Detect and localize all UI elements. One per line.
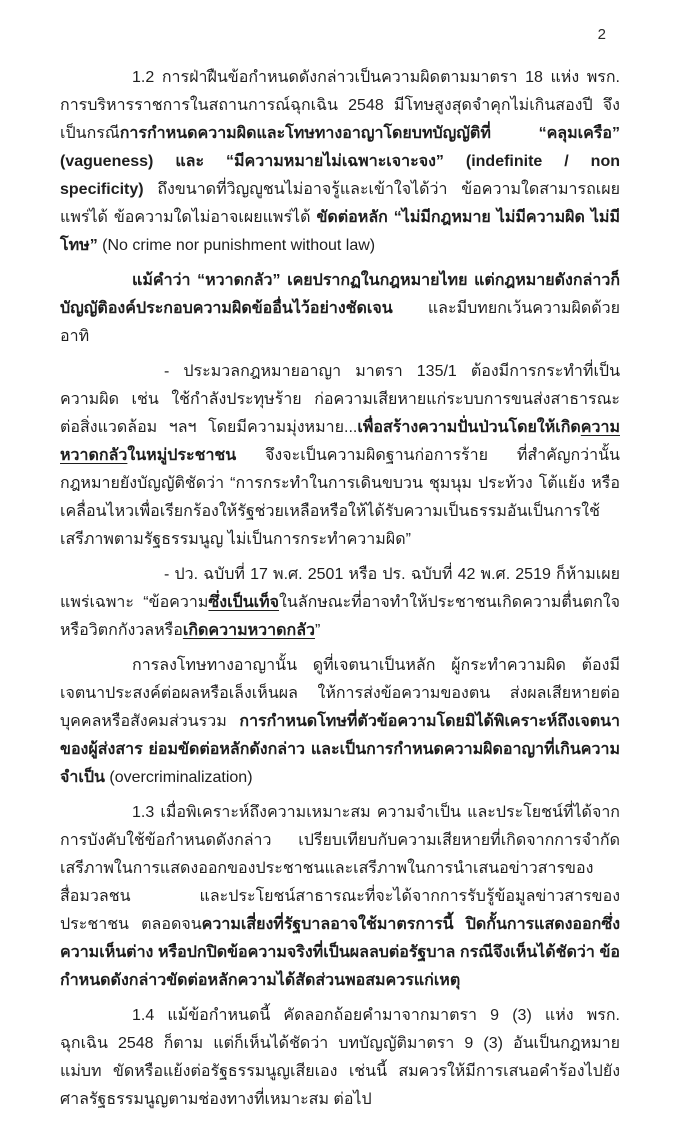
text-run: ซึ่งเป็นเท็จ bbox=[208, 594, 280, 611]
text-run: (No crime nor punishment without law) bbox=[97, 237, 376, 254]
text-run: - ประมวลกฎหมายอาญา มาตรา 135/1 ต้องมีการกระทำที่เป็นความผิด เช่น ใช้กำลังประทุษร้าย ก่อความเสียหายแก่ระบบการขนส่งสาธารณะ ต่อสิ่งแวดล้อม ฯลฯ โดยมีความมุ่งหมาย... bbox=[60, 363, 620, 436]
text-run: การกำหนดโทษที่ตัวข้อความโดยมิได้พิเคราะห์ถึงเจตนาของผู้ส่งสาร ย่อมขัดต่อหลักดังกล่าว และเป็นการกำหนดความผิดอาญาที่เกินความจำเป็น bbox=[60, 713, 620, 786]
document-body bbox=[60, 64, 620, 1121]
para-1-3 bbox=[60, 799, 620, 995]
text-run: (overcriminalization) bbox=[104, 769, 253, 786]
para-criminal-intent bbox=[60, 652, 620, 792]
text-run: การลงโทษทางอาญานั้น ดูที่เจตนาเป็นหลัก ผู้กระทำความผิด ต้องมีเจตนาประสงค์ต่อผลหรือเล็งเห็นผล ให้การส่งข้อความของตน ส่งผลเสียหายต่อบุคคลหรือสังคมส่วนรวม bbox=[60, 657, 620, 730]
text-run: จึงจะเป็นความผิดฐานก่อการร้าย ที่สำคัญกว่านั้น กฎหมายยังบัญญัติชัดว่า “การกระทำในการเดินขบวน ชุมนุม ประท้วง โต้แย้ง หรือเคลื่อนไหวเพื่อเรียกร้องให้รัฐช่วยเหลือหรือให้ได้รับความเป็นธรรมอันเป็นการใช้เสรีภาพตามรัฐธรรมนูญ ไม่เป็นการกระทำความผิด” bbox=[60, 447, 621, 548]
text-run: ความหวาดกลัว bbox=[60, 419, 620, 464]
text-run: - ปว. ฉบับที่ 17 พ.ศ. 2501 หรือ ปร. ฉบับที่ 42 พ.ศ. 2519 ก็ห้ามเผยแพร่เฉพาะ “ข้อความ bbox=[60, 566, 620, 611]
para-fear-term bbox=[60, 267, 620, 351]
text-run: 1.2 การฝ่าฝืนข้อกำหนดดังกล่าวเป็นความผิดตามมาตรา 18 แห่ง พรก. การบริหารราชการในสถานการณ์ฉุกเฉิน 2548 มีโทษสูงสุดจำคุกไม่เกินสองปี จึงเป็นกรณี bbox=[60, 69, 620, 142]
text-run: 1.4 แม้ข้อกำหนดนี้ คัดลอกถ้อยคำมาจากมาตรา 9 (3) แห่ง พรก. ฉุกเฉิน 2548 ก็ตาม แต่ก็เห็นได้ชัดว่า บทบัญญัติมาตรา 9 (3) อันเป็นกฎหมายแม่บท ขัดหรือแย้งต่อรัฐธรรมนูญเสียเอง เช่นนี้ สมควรให้มีการเสนอคำร้องไปยังศาลรัฐธรรมนูญตามช่องทางที่เหมาะสม ต่อไป bbox=[60, 1007, 620, 1108]
page-number: 2 bbox=[597, 26, 606, 43]
text-run: การกำหนดความผิดและโทษทางอาญาโดยบทบัญญัติที่ “คลุมเครือ” (vagueness) และ “มีความหมายไม่เฉพาะเจาะจง” (indefinite / non specificity) bbox=[60, 125, 620, 198]
text-run: และมีบทยกเว้นความผิดด้วย อาทิ bbox=[60, 300, 620, 345]
text-run: แม้คำว่า “หวาดกลัว” เคยปรากฏในกฎหมายไทย แต่กฎหมายดังกล่าวก็บัญญัติองค์ประกอบความผิดข้ออื่นไว้อย่างชัดเจน bbox=[60, 272, 620, 317]
text-run: ในหมู่ประชาชน bbox=[127, 447, 237, 464]
text-run: ขัดต่อหลัก “ไม่มีกฎหมาย ไม่มีความผิด ไม่มีโทษ” bbox=[60, 209, 620, 254]
text-run: ” bbox=[315, 622, 321, 639]
text-run: ถึงขนาดที่วิญญูชนไม่อาจรู้และเข้าใจได้ว่า ข้อความใดสามารถเผยแพร่ได้ ข้อความใดไม่อาจเผยแพร่ได้ bbox=[60, 181, 620, 226]
text-run: เกิดความหวาดกลัว bbox=[182, 622, 316, 639]
text-run: ความเสี่ยงที่รัฐบาลอาจใช้มาตรการนี้ ปิดกั้นการแสดงออกซึ่งความเห็นต่าง หรือปกปิดข้อความจริงที่เป็นผลลบต่อรัฐบาล กรณีจึงเห็นได้ชัดว่า ข้อกำหนดดังกล่าวขัดต่อหลักความได้สัดส่วนพอสมควรแก่เหตุ bbox=[60, 916, 620, 989]
dash-criminal-code-135-1 bbox=[60, 358, 620, 554]
text-run: 1.3 เมื่อพิเคราะห์ถึงความเหมาะสม ความจำเป็น และประโยชน์ที่ได้จากการบังคับใช้ข้อกำหนดดังกล่าว เปรียบเทียบกับความเสียหายที่เกิดจากการจำกัดเสรีภาพในการแสดงออกของประชาชนและเสรีภาพในการนำเสนอข่าวสารของสื่อมวลชน และประโยชน์สาธารณะที่จะได้จากการรับรู้ข้อมูลข่าวสารของประชาชน ตลอดจน bbox=[60, 804, 620, 933]
dash-announcements bbox=[60, 561, 620, 645]
para-1-4 bbox=[60, 1002, 620, 1114]
para-1-2 bbox=[60, 64, 620, 260]
text-run: เพื่อสร้างความปั่นป่วนโดยให้เกิด bbox=[357, 419, 581, 436]
text-run: ในลักษณะที่อาจทำให้ประชาชนเกิดความตื่นตกใจหรือวิตกกังวลหรือ bbox=[60, 594, 620, 639]
